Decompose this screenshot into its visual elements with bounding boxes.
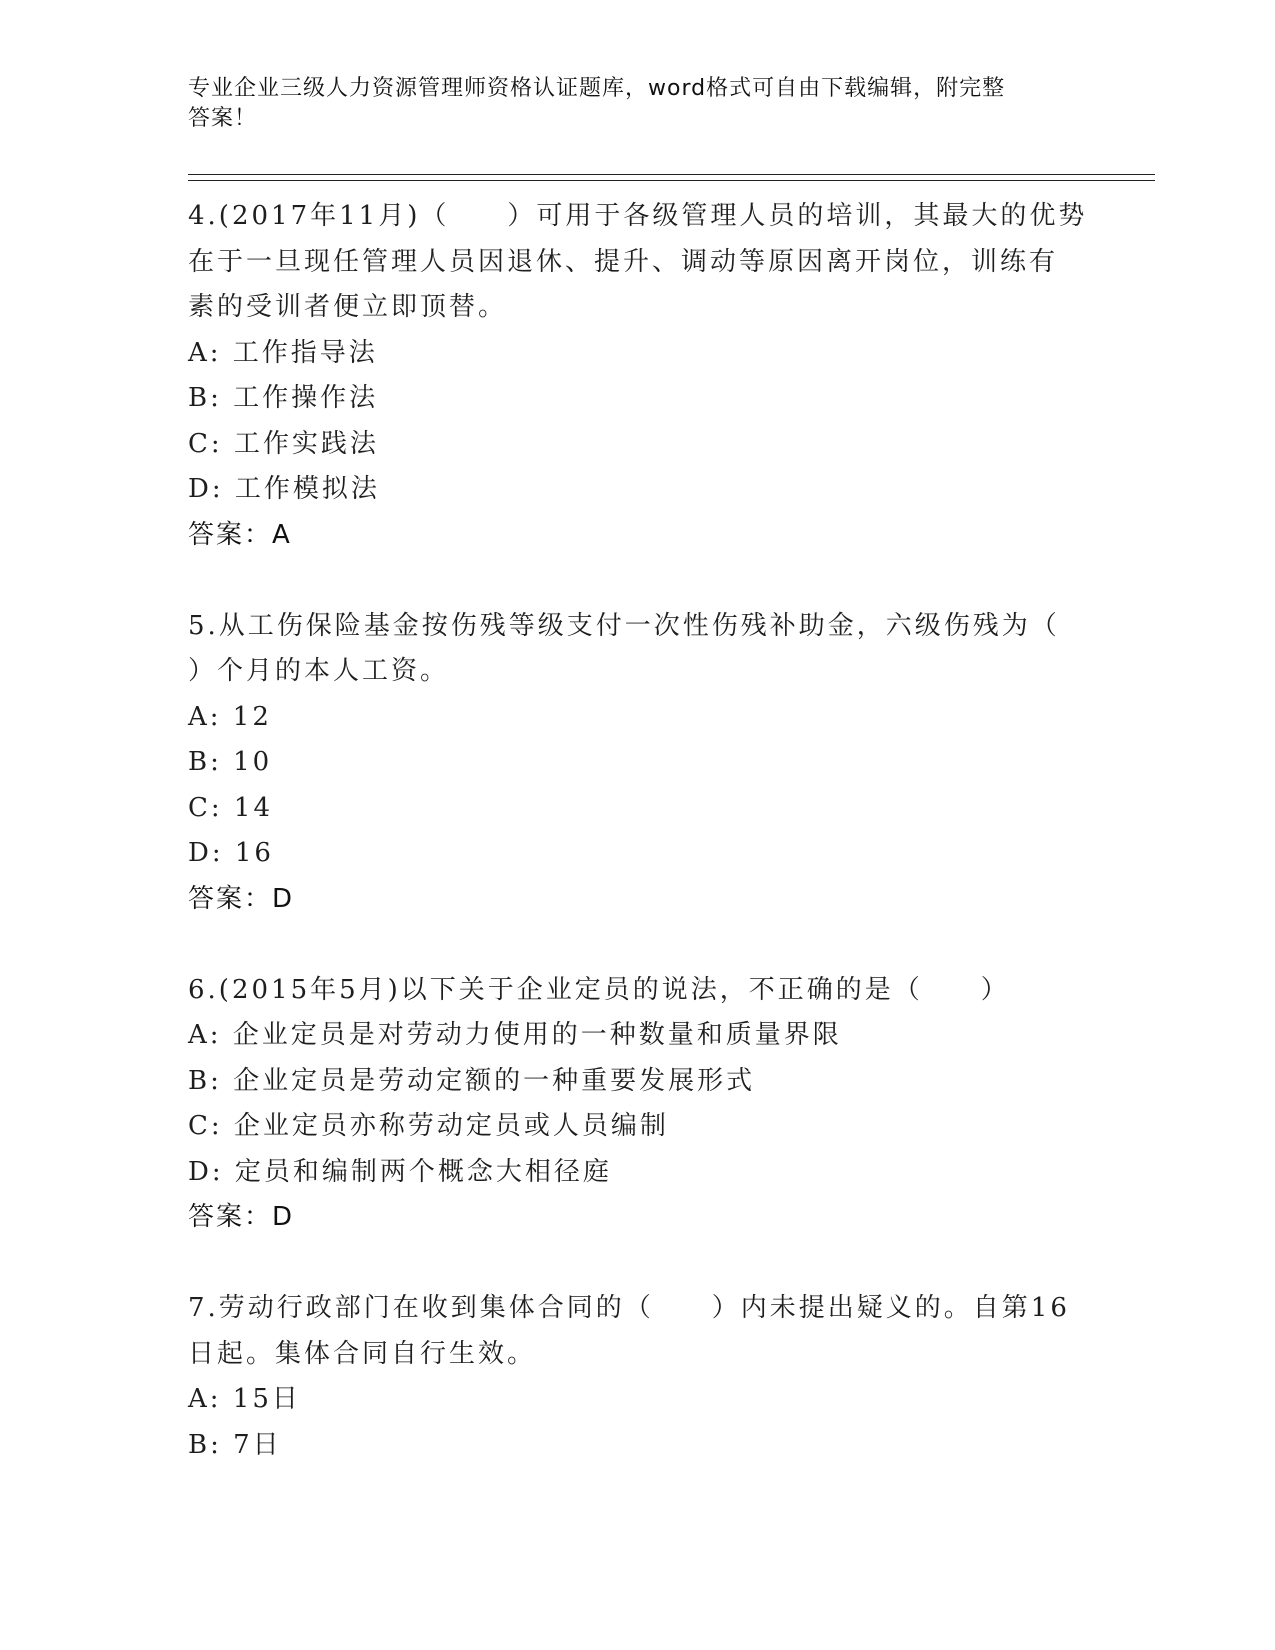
option-a: A: 工作指导法: [188, 337, 378, 368]
question-stem-line: ）个月的本人工资。: [188, 656, 450, 686]
option-d: D: 16: [188, 838, 274, 868]
question-stem-line: 5.从工伤保险基金按伤残等级支付一次性伤残补助金，六级伤残为（: [188, 610, 1060, 641]
question-spacer: [188, 922, 1088, 968]
header-line-1: 专业企业三级人力资源管理师资格认证题库，word格式可自由下载编辑，附完整: [188, 76, 1006, 101]
option-c: C: 企业定员亦称劳动定员或人员编制: [188, 1111, 669, 1141]
option-a: A: 企业定员是对劳动力使用的一种数量和质量界限: [188, 1020, 842, 1050]
question-spacer: [188, 1241, 1088, 1287]
option-c: C: 14: [188, 792, 274, 823]
question-4: [188, 194, 1088, 558]
question-5: [188, 604, 1088, 923]
document-header: [188, 74, 1068, 134]
answer-line: 答案：D: [188, 1202, 295, 1232]
option-d: D: 工作模拟法: [188, 474, 380, 504]
option-b: B: 企业定员是劳动定额的一种重要发展形式: [188, 1065, 756, 1096]
option-b: B: 7日: [188, 1429, 282, 1460]
option-b: B: 10: [188, 747, 273, 777]
option-a: A: 15日: [188, 1384, 301, 1414]
option-b: B: 工作操作法: [188, 383, 379, 413]
option-a: A: 12: [188, 701, 272, 732]
question-spacer: [188, 558, 1088, 604]
question-stem-line: 在于一旦现任管理人员因退休、提升、调动等原因离开岗位，训练有: [188, 246, 1059, 277]
header-divider-top: [188, 174, 1155, 175]
question-stem-line: 日起。集体合同自行生效。: [188, 1338, 537, 1369]
question-6: [188, 968, 1088, 1241]
answer-line: 答案：D: [188, 883, 295, 914]
question-7: [188, 1286, 1088, 1468]
header-line-2: 答案！: [188, 106, 258, 131]
question-stem-line: 素的受训者便立即顶替。: [188, 292, 508, 322]
question-list: [188, 194, 1088, 1468]
option-c: C: 工作实践法: [188, 428, 379, 459]
question-stem-line: 7.劳动行政部门在收到集体合同的（ ）内未提出疑义的。自第16: [188, 1293, 1070, 1323]
header-divider-bottom: [188, 180, 1155, 181]
option-d: D: 定员和编制两个概念大相径庭: [188, 1156, 612, 1187]
question-stem-line: 6.(2015年5月)以下关于企业定员的说法，不正确的是（ ）: [188, 974, 1010, 1005]
answer-line: 答案：A: [188, 519, 292, 550]
question-stem-line: 4.(2017年11月)（ ）可用于各级管理人员的培训，其最大的优势: [188, 201, 1088, 231]
